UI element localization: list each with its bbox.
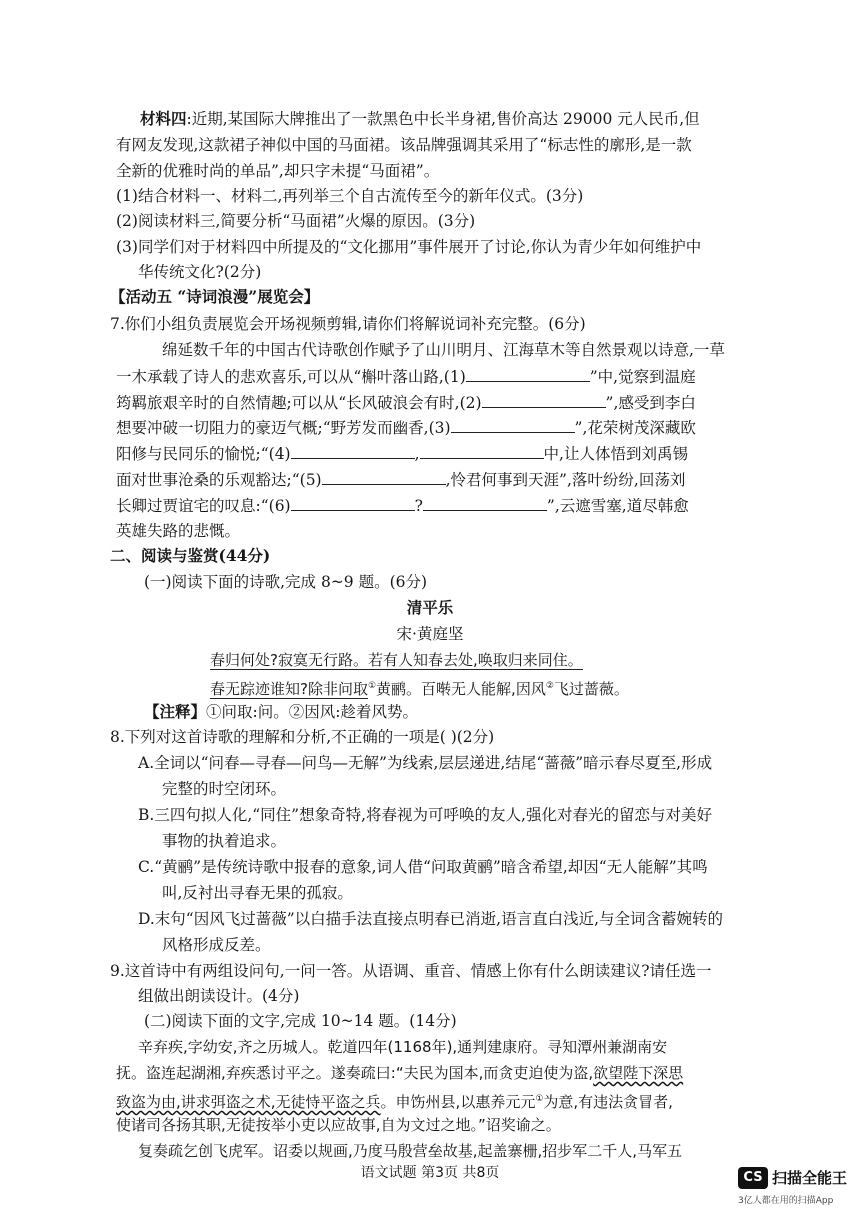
prose-line3-c: 为意,有违法贪冒者, bbox=[543, 1093, 673, 1111]
poem-title: 清平乐 bbox=[406, 598, 454, 617]
q7-line2 bbox=[116, 366, 696, 387]
poem-notes bbox=[144, 702, 418, 722]
q7-line4-b: ”,花荣树茂深藏欧 bbox=[574, 419, 696, 437]
q7-line3-b: ”,感受到李白 bbox=[605, 394, 696, 412]
q7-line1: 绵延数千年的中国古代诗歌创作赋予了山川明月、江海草木等自然景观以诗意,一草 bbox=[162, 341, 725, 359]
q6-sub2: (2)阅读材料三,简要分析“马面裙”火爆的原因。(3分) bbox=[116, 212, 476, 230]
poem-line1 bbox=[210, 650, 583, 670]
poem-line2-b: 黄鹂。百啭无人能解,因风 bbox=[376, 680, 546, 698]
q7-line6-a: 面对世事沧桑的乐观豁达;“(5) bbox=[116, 471, 322, 489]
q7-line2-b: ”中,觉察到温庭 bbox=[589, 368, 696, 386]
activity5-heading: 【活动五 “诗词浪漫”展览会】 bbox=[110, 287, 320, 306]
q7-line6-b: ,怜君何事到天涯”,落叶纷纷,回荡刘 bbox=[445, 471, 686, 489]
q7-title: 7.你们小组负责展览会开场视频剪辑,请你们将解说词补充完整。(6分) bbox=[110, 315, 586, 333]
poem-line2-a: 春无踪迹谁知?除非问取 bbox=[210, 680, 368, 698]
prose-line1: 辛弃疾,字幼安,齐之历城人。乾道四年(1168年),通判建康府。寻知潭州兼湖南安 bbox=[138, 1038, 668, 1056]
material4-line1 bbox=[140, 109, 700, 129]
prose-note-marker: ① bbox=[535, 1094, 544, 1104]
poem-line2 bbox=[210, 676, 629, 699]
blank-5[interactable] bbox=[322, 469, 446, 485]
note-marker-1: ① bbox=[367, 681, 377, 691]
prose-line2 bbox=[116, 1063, 683, 1083]
q6-sub1: (1)结合材料一、材料二,再列举三个自古流传至今的新年仪式。(3分) bbox=[116, 187, 584, 205]
q7-line2-a: 一木承载了诗人的悲欢喜乐,可以从“槲叶落山路,(1) bbox=[116, 368, 466, 386]
q7-line3-a: 筠羁旅艰辛时的自然情趣;可以从“长风破浪会有时,(2) bbox=[116, 394, 482, 412]
q6-sub3-line1: (3)同学们对于材料四中所提及的“文化挪用”事件展开了讨论,你认为青少年如何维护中 bbox=[116, 238, 702, 256]
q8-option-c-line1: C.“黄鹂”是传统诗歌中报春的意象,词人借“问取黄鹂”暗含希望,却因“无人能解”其鸣 bbox=[138, 858, 708, 876]
q7-line8: 英雄失路的悲慨。 bbox=[116, 522, 241, 540]
poem-note-label: 【注释】 bbox=[144, 702, 207, 721]
q9-line2: 组做出朗读设计。(4分) bbox=[138, 987, 300, 1005]
q8-option-c-line2: 叫,反衬出寻春无果的孤寂。 bbox=[162, 884, 353, 902]
q8-option-a-line2: 完整的时空闭环。 bbox=[162, 780, 287, 798]
prose-line2-b: 欲望陛下深思 bbox=[593, 1064, 684, 1082]
q7-line6 bbox=[116, 469, 685, 490]
blank-2[interactable] bbox=[482, 392, 606, 408]
q7-line7-b: ? bbox=[414, 497, 423, 515]
section2-heading: 二、阅读与鉴赏(44分) bbox=[110, 546, 271, 565]
material4-label: 材料四 bbox=[140, 109, 187, 128]
q7-line5-a: 阳修与民同乐的愉悦;“(4) bbox=[116, 445, 291, 463]
q9-line1: 9.这首诗中有两组设问句,一问一答。从语调、重音、情感上你有什么朗读建议?请任选一 bbox=[110, 962, 712, 980]
q8-title: 8.下列对这首诗歌的理解和分析,不正确的一项是( )(2分) bbox=[110, 728, 495, 746]
prose-line3 bbox=[116, 1089, 673, 1112]
q7-line7-a: 长卿过贾谊宅的叹息:“(6) bbox=[116, 497, 291, 515]
blank-6b[interactable] bbox=[423, 495, 547, 511]
blank-6a[interactable] bbox=[291, 495, 415, 511]
q8-option-a-line1: A.全词以“问春—寻春—问鸟—无解”为线索,层层递进,结尾“蔷薇”暗示春尽夏至,形成 bbox=[138, 754, 713, 772]
material4-line1-text: :近期,某国际大牌推出了一款黑色中长半身裙,售价高达 29000 元人民币,但 bbox=[186, 110, 700, 128]
part1-instructions: (一)阅读下面的诗歌,完成 8~9 题。(6分) bbox=[144, 573, 428, 591]
prose-line5: 复奏疏乞创飞虎军。诏委以规画,乃度马殷营垒故基,起盖寨栅,招步军二千人,马军五 bbox=[138, 1142, 683, 1160]
q7-line4 bbox=[116, 417, 696, 438]
blank-4a[interactable] bbox=[291, 443, 415, 459]
material4-line2: 有网友发现,这款裙子神似中国的马面裙。该品牌强调其采用了“标志性的廓形,是一款 bbox=[116, 136, 692, 154]
q7-line7-c: ”,云遮雪塞,道尽韩愈 bbox=[546, 497, 689, 515]
q7-line5-c: 中,让人体悟到刘禹锡 bbox=[543, 445, 688, 463]
part2-instructions: (二)阅读下面的文字,完成 10~14 题。(14分) bbox=[144, 1012, 457, 1030]
prose-line3-a: 致盗为由,讲求弭盗之术,无徒恃平盗之兵 bbox=[116, 1093, 381, 1111]
page-footer: 语文试题 第3页 共8页 bbox=[360, 1165, 500, 1181]
q7-line4-a: 想要冲破一切阻力的豪迈气概;“野芳发而幽香,(3) bbox=[116, 419, 451, 437]
q6-sub3-line2: 华传统文化?(2分) bbox=[138, 263, 262, 281]
poem-line2-c: 飞过蔷薇。 bbox=[553, 680, 629, 698]
camscanner-logo-icon: CS bbox=[738, 1167, 768, 1189]
q8-option-b-line1: B.三四句拟人化,“同住”想象奇特,将春视为可呼唤的友人,强化对春光的留恋与对美好 bbox=[138, 806, 712, 824]
material4-line3: 全新的优雅时尚的单品”,却只字未提“马面裙”。 bbox=[116, 162, 440, 180]
prose-line2-a: 抚。盗连起湖湘,弃疾悉讨平之。遂奏疏曰:“夫民为国本,而贪吏迫使为盗, bbox=[116, 1064, 594, 1082]
q8-option-d-line1: D.末句“因风飞过蔷薇”以白描手法直接点明春已消逝,语言直白浅近,与全词含蓄婉转的 bbox=[138, 910, 724, 928]
q7-line5 bbox=[116, 443, 688, 464]
blank-3[interactable] bbox=[451, 417, 575, 433]
q8-option-d-line2: 风格形成反差。 bbox=[162, 936, 271, 954]
q8-option-b-line2: 事物的执着追求。 bbox=[162, 832, 287, 850]
q7-line7 bbox=[116, 495, 689, 516]
q7-line5-b: , bbox=[414, 445, 420, 463]
poem-line1-text: 春归何处?寂寞无行路。若有人知春去处,唤取归来同住。 bbox=[210, 651, 583, 669]
camscanner-brand: 扫描全能王 bbox=[772, 1169, 848, 1187]
camscanner-tagline: 3亿人都在用的扫描App bbox=[738, 1196, 834, 1206]
prose-line4: 使诸司各扬其职,无徒按举小吏以应故事,自为文过之地。”诏奖谕之。 bbox=[116, 1116, 561, 1134]
prose-line3-b: 。申饬州县,以惠养元元 bbox=[380, 1093, 536, 1111]
poem-note-text: ①问取:问。②因风:趁着风势。 bbox=[206, 703, 418, 721]
poem-author: 宋·黄庭坚 bbox=[396, 625, 464, 643]
blank-1[interactable] bbox=[466, 366, 590, 382]
q7-line3 bbox=[116, 392, 696, 413]
note-marker-2: ② bbox=[545, 681, 554, 691]
blank-4b[interactable] bbox=[420, 443, 544, 459]
